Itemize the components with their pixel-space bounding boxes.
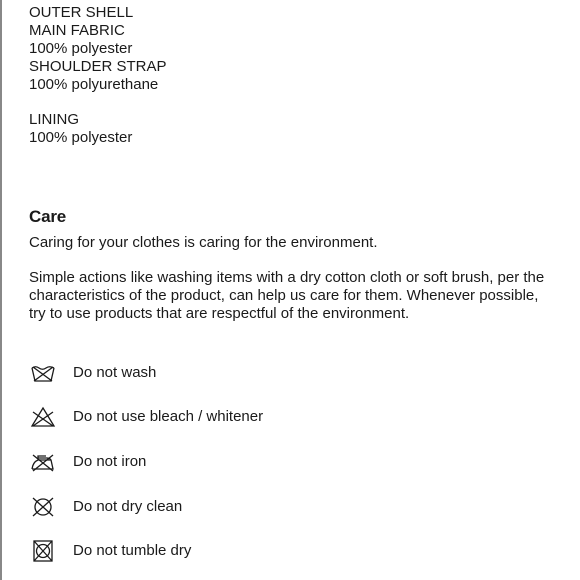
lining-value: 100% polyester [29,129,133,146]
care-intro: Caring for your clothes is caring for the environment. [29,234,378,251]
care-label: Do not dry clean [73,498,183,515]
do-not-iron-icon [29,450,57,474]
left-border-line [0,0,2,580]
care-item-do-not-dry-clean [29,492,529,522]
main-fabric-value: 100% polyester [29,40,133,57]
care-item-do-not-iron [29,447,529,477]
care-label: Do not use bleach / whitener [73,408,264,425]
care-title: Care [29,207,67,226]
lining-section [29,111,132,147]
care-label: Do not iron [73,453,147,470]
composition-section [29,4,167,94]
outer-shell-heading: OUTER SHELL [29,4,134,21]
lining-heading: LINING [29,111,80,128]
do-not-tumble-dry-icon [29,539,57,563]
do-not-bleach-icon [29,405,57,429]
care-description: Simple actions like washing items with a dry cotton cloth or soft brush, per the characteristics of the product, can help us care for them. Whenever possible, try to use products that are respectful of the environment. [29,269,545,322]
do-not-wash-icon [29,361,57,385]
care-label: Do not wash [73,364,157,381]
care-item-do-not-bleach [29,402,529,432]
do-not-dry-clean-icon [29,495,57,519]
care-label: Do not tumble dry [73,542,192,559]
shoulder-strap-value: 100% polyurethane [29,76,159,93]
main-fabric-heading: MAIN FABRIC [29,22,125,39]
care-item-do-not-tumble-dry [29,536,529,566]
care-item-do-not-wash [29,358,529,388]
shoulder-strap-heading: SHOULDER STRAP [29,58,167,75]
